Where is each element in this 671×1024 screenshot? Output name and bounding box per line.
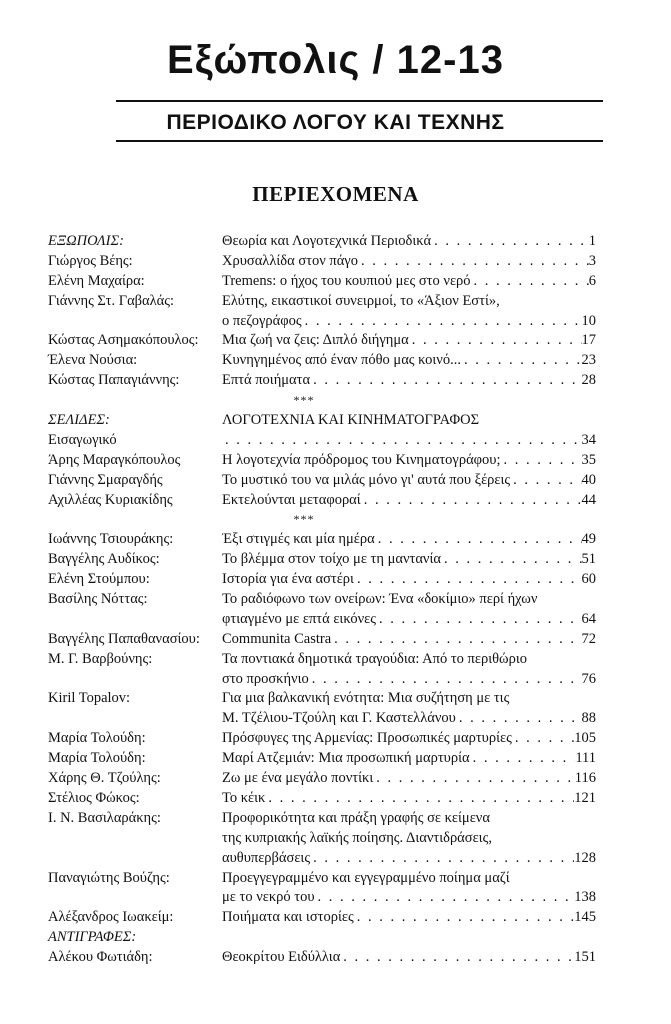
toc-title: Μια ζωή να ζεις: Διπλό διήγημα: [222, 332, 409, 349]
toc-entry: [222, 849, 596, 869]
toc-page-number: 6: [588, 272, 596, 289]
toc-author: Ελένη Μαχαίρα:: [48, 272, 145, 289]
toc-page-number: 88: [581, 710, 596, 727]
dot-leader: [310, 849, 574, 869]
toc-title: Μαρί Ατζεμιάν: Μια προσωπική μαρτυρία: [222, 750, 470, 767]
toc-page-number: 138: [574, 889, 596, 906]
dot-leader: [510, 471, 581, 491]
toc-entry: [222, 809, 596, 829]
toc-author: Στέλιος Φώκος:: [48, 789, 140, 806]
toc-author: Αλέκου Φωτιάδη:: [48, 949, 153, 966]
toc-row: [48, 570, 596, 590]
dot-leader: [376, 610, 582, 630]
toc-page-number: 17: [581, 332, 596, 349]
toc-row: [48, 630, 596, 650]
toc-author: Αλέξανδρος Ιωακείμ:: [48, 909, 174, 926]
toc-title: Κυνηγημένος από έναν πόθο μας κοινό...: [222, 352, 461, 369]
toc-title: Η λογοτεχνία πρόδρομος του Κινηματογράφου;: [222, 451, 501, 468]
top-rule: [116, 100, 603, 102]
toc-row: [48, 869, 596, 889]
toc-row: [48, 670, 596, 690]
toc-author: Γιάννης Σμαραγδής: [48, 471, 163, 488]
magazine-subtitle: ΠΕΡΙΟΔΙΚΟ ΛΟΓΟΥ ΚΑΙ ΤΕΧΝΗΣ: [166, 111, 505, 134]
toc-title: ο πεζογράφος: [222, 312, 302, 329]
toc-row: [48, 650, 596, 670]
toc-title: Το μυστικό του να μιλάς μόνο γι' αυτά που ξέρεις: [222, 471, 511, 488]
toc-author: Γιάννης Στ. Γαβαλάς:: [48, 292, 175, 309]
toc-entry: [222, 411, 596, 431]
toc-page-number: 121: [574, 789, 596, 806]
toc-page-number: 34: [581, 431, 596, 448]
toc-entry: [222, 630, 596, 650]
toc-title: της κυπριακής λαϊκής ποίησης. Διαντιδράσεις,: [222, 829, 492, 846]
toc-row: [48, 689, 596, 709]
toc-title: Ποιήματα και ιστορίες: [222, 909, 354, 926]
dot-leader: [222, 431, 582, 451]
toc-title: Έξι στιγμές και μία ημέρα: [222, 531, 375, 548]
dot-leader: [340, 948, 574, 968]
toc-title: Ελύτης, εικαστικοί συνειρμοί, το «Άξιον Εστί»,: [222, 292, 500, 309]
contents-heading: ΠΕΡΙΕΧΟΜΕΝΑ: [252, 182, 419, 206]
toc-entry: [222, 729, 596, 749]
toc-entry: [222, 431, 596, 451]
dot-leader: [265, 789, 574, 809]
toc-entry: [222, 570, 596, 590]
dot-leader: [315, 888, 575, 908]
toc-title: Επτά ποιήματα: [222, 372, 311, 389]
toc-page-number: 151: [574, 949, 596, 966]
toc-row: [48, 471, 596, 491]
toc-author: Kiril Topalov:: [48, 690, 131, 707]
toc-title: ΛΟΓΟΤΕΧΝΙΑ ΚΑΙ ΚΙΝΗΜΑΤΟΓΡΑΦΟΣ: [222, 412, 480, 429]
toc-title: Εκτελούνται μεταφοραί: [222, 491, 361, 508]
toc-entry: [222, 689, 596, 709]
toc-page-number: 51: [581, 551, 596, 568]
dot-leader: [302, 312, 582, 332]
toc-title: Το κέικ: [222, 789, 266, 806]
toc-page-number: 105: [574, 730, 596, 747]
toc-entry: [222, 312, 596, 332]
toc-row: [48, 888, 596, 908]
dot-leader: [501, 451, 582, 471]
toc-row: [48, 928, 596, 948]
toc-page-number: 10: [581, 312, 596, 329]
toc-entry: [222, 232, 596, 252]
toc-page-number: 72: [581, 630, 596, 647]
dot-leader: [310, 371, 581, 391]
toc-row: [48, 948, 596, 968]
toc-entry: [222, 789, 596, 809]
toc-author: Ελένη Στούμπου:: [48, 571, 150, 588]
dot-leader: [441, 550, 582, 570]
toc-entry: [222, 610, 596, 630]
section-label: ΑΝΤΙΓΡΑΦΕΣ:: [48, 929, 137, 946]
toc-entry: [222, 948, 596, 968]
dot-leader: [470, 749, 576, 769]
toc-entry: [222, 869, 596, 889]
toc-title: στο προσκήνιο: [222, 670, 309, 687]
dot-leader: [354, 908, 575, 928]
toc-row: [48, 232, 596, 252]
toc-author: Εισαγωγικό: [48, 431, 117, 448]
dot-leader: [375, 530, 582, 550]
toc-author: Παναγιώτης Βούζης:: [48, 869, 170, 886]
toc-title: με το νεκρό του: [222, 889, 315, 906]
toc-author: Ι. Ν. Βασιλαράκης:: [48, 809, 161, 826]
toc-title: Προφορικότητα και πράξη γραφής σε κείμενα: [222, 809, 490, 826]
toc-entry: [222, 451, 596, 471]
toc-entry: [222, 491, 596, 511]
dot-leader: [358, 252, 589, 272]
section-separator: [48, 510, 596, 530]
toc-page-number: 111: [575, 750, 596, 767]
toc-author: Βαγγέλης Παπαθανασίου:: [48, 630, 200, 647]
toc-entry: [222, 252, 596, 272]
toc-row: [48, 371, 596, 391]
toc-entry: [222, 351, 596, 371]
toc-author: Βαγγέλης Αυδίκος:: [48, 551, 160, 568]
toc-title: φτιαγμένο με επτά εικόνες: [222, 610, 376, 627]
toc-title: Communita Castra: [222, 630, 332, 647]
toc-author: Χάρης Θ. Τζούλης:: [48, 770, 161, 787]
toc-entry: [222, 749, 596, 769]
toc-row: [48, 749, 596, 769]
section-separator: [48, 391, 596, 411]
toc-row: [48, 530, 596, 550]
toc-author: Μ. Γ. Βαρβούνης:: [48, 650, 153, 667]
toc-row: [48, 729, 596, 749]
toc-title: αυθυπερβάσεις: [222, 849, 311, 866]
toc-row: [48, 789, 596, 809]
dot-leader: [512, 729, 574, 749]
toc-page-number: 60: [581, 571, 596, 588]
toc-page-number: 116: [574, 770, 596, 787]
toc-title: Ιστορία για ένα αστέρι: [222, 571, 354, 588]
toc-page-number: 64: [581, 610, 596, 627]
toc-author: Κώστας Παπαγιάννης:: [48, 372, 180, 389]
toc-row: [48, 550, 596, 570]
bottom-rule: [116, 140, 603, 142]
toc-row: [48, 491, 596, 511]
toc-row: [48, 431, 596, 451]
toc-row: [48, 292, 596, 312]
separator-stars: ***: [293, 512, 315, 527]
toc-row: [48, 829, 596, 849]
toc-entry: [222, 272, 596, 292]
toc-title: Για μια βαλκανική ενότητα: Μια συζήτηση με τις: [222, 690, 510, 707]
toc-row: [48, 252, 596, 272]
dot-leader: [431, 232, 589, 252]
section-label: ΕΞΩΠΟΛΙΣ:: [48, 233, 124, 249]
magazine-title: Εξώπολις / 12-13: [167, 38, 504, 82]
toc-row: [48, 709, 596, 729]
toc-row: [48, 351, 596, 371]
toc-title: Χρυσαλλίδα στον πάγο: [222, 252, 358, 269]
toc-title: Προεγγεγραμμένο και εγγεγραμμένο ποίημα μαζί: [222, 869, 510, 886]
toc-entry: [222, 670, 596, 690]
dot-leader: [461, 351, 582, 371]
toc-entry: [222, 829, 596, 849]
dot-leader: [331, 630, 581, 650]
toc-entry: [222, 550, 596, 570]
toc-title: Tremens: ο ήχος του κουπιού μες στο νερό: [222, 272, 471, 289]
dot-leader: [361, 491, 582, 511]
toc-page-number: 28: [581, 372, 596, 389]
toc-page-number: 76: [581, 670, 596, 687]
toc-row: [48, 272, 596, 292]
toc-entry: [222, 471, 596, 491]
toc-row: [48, 809, 596, 829]
toc-page-number: 145: [574, 909, 596, 926]
dot-leader: [456, 709, 582, 729]
toc-page-number: 40: [581, 471, 596, 488]
toc-row: [48, 331, 596, 351]
toc-entry: [222, 292, 596, 312]
toc-author: Γιώργος Βέης:: [48, 252, 133, 269]
toc-row: [48, 590, 596, 610]
toc-row: [48, 411, 596, 431]
toc-entry: [222, 590, 596, 610]
toc-entry: [222, 530, 596, 550]
toc-title: Θεοκρίτου Ειδύλλια: [222, 949, 341, 966]
toc-entry: [222, 908, 596, 928]
table-of-contents: [48, 232, 596, 968]
toc-entry: [222, 331, 596, 351]
separator-stars: ***: [293, 393, 315, 408]
toc-row: [48, 769, 596, 789]
toc-page-number: 128: [574, 849, 596, 866]
dot-leader: [309, 670, 582, 690]
toc-author: Άρης Μαραγκόπουλος: [48, 451, 181, 468]
dot-leader: [471, 272, 589, 292]
toc-row: [48, 908, 596, 928]
toc-page-number: 3: [588, 252, 596, 269]
toc-title: Πρόσφυγες της Αρμενίας: Προσωπικές μαρτυρίες: [222, 730, 512, 747]
toc-page-number: 44: [581, 491, 596, 508]
toc-author: Βασίλης Νόττας:: [48, 591, 148, 608]
toc-author: Αχιλλέας Κυριακίδης: [48, 491, 173, 508]
toc-author: Έλενα Νούσια:: [48, 352, 138, 369]
toc-row: [48, 849, 596, 869]
dot-leader: [354, 570, 582, 590]
toc-entry: [222, 888, 596, 908]
toc-row: [48, 312, 596, 332]
section-label: ΣΕΛΙΔΕΣ:: [48, 412, 110, 429]
toc-author: Μαρία Τολούδη:: [48, 730, 146, 747]
toc-page-number: 35: [581, 451, 596, 468]
toc-entry: [222, 709, 596, 729]
toc-title: Μ. Τζέλιου-Τζούλη και Γ. Καστελλάνου: [222, 710, 456, 727]
toc-author: Κώστας Ασημακόπουλος:: [48, 332, 199, 349]
toc-title: Θεωρία και Λογοτεχνικά Περιοδικά: [222, 233, 432, 249]
toc-entry: [222, 650, 596, 670]
toc-page-number: 23: [581, 352, 596, 369]
dot-leader: [373, 769, 575, 789]
toc-entry: [222, 769, 596, 789]
toc-entry: [222, 371, 596, 391]
toc-row: [48, 610, 596, 630]
toc-title: Το ραδιόφωνο των ονείρων: Ένα «δοκίμιο» περί ήχων: [222, 591, 538, 608]
toc-title: Ζω με ένα μεγάλο ποντίκι: [222, 770, 374, 787]
toc-title: Το βλέμμα στον τοίχο με τη μαντανία: [222, 551, 441, 568]
toc-author: Μαρία Τολούδη:: [48, 750, 146, 767]
toc-author: Ιωάννης Τσιουράκης:: [48, 531, 174, 548]
toc-row: [48, 451, 596, 471]
toc-page-number: 1: [588, 233, 596, 249]
toc-page-number: 49: [581, 531, 596, 548]
toc-title: Τα ποντιακά δημοτικά τραγούδια: Από το περιθώριο: [222, 650, 527, 667]
dot-leader: [409, 331, 582, 351]
